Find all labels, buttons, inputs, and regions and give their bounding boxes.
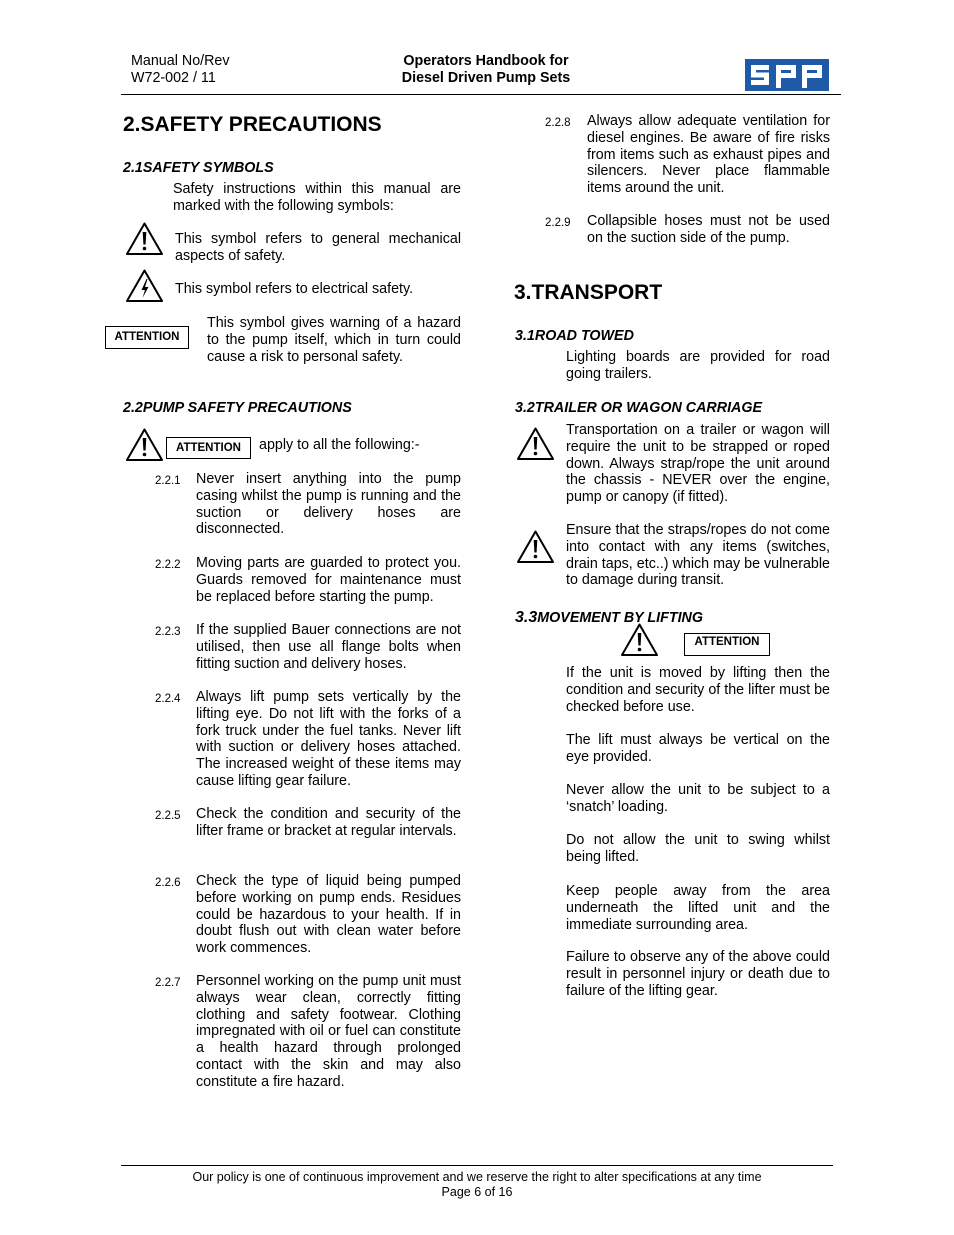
item-text: Collapsible hoses must not be used on the suction side of the pump. — [587, 213, 830, 246]
header-rule — [121, 94, 841, 95]
trailer-heading: 3.2TRAILER OR WAGON CARRIAGE — [515, 400, 763, 416]
lifting-text: Keep people away from the area underneath the lifted unit and the immediate surrounding area. — [566, 883, 830, 933]
item-text: Always lift pump sets vertically by the lifting eye. Do not lift with the forks of a fork truck under the fuel tanks. Never lift with suction or delivery hoses attached. The increased weight of these items may cause lifting gear failure. — [196, 689, 461, 789]
manual-label: Manual No/Rev — [131, 53, 230, 69]
electrical-warning-icon — [125, 268, 164, 303]
page-number: Page 6 of 16 — [441, 1185, 513, 1199]
footer-rule — [121, 1165, 833, 1166]
manual-info — [131, 53, 230, 87]
attention-badge: ATTENTION — [684, 633, 770, 656]
item-number: 2.2.9 — [545, 217, 571, 229]
item-text: Always allow adequate ventilation for diesel engines. Be aware of fire risks from items such as exhaust pipes and silencers. Never place flammable items around the unit. — [587, 113, 830, 197]
warning-triangle-icon — [125, 427, 164, 462]
electrical-symbol-text: This symbol refers to electrical safety. — [175, 281, 414, 297]
item-text: If the supplied Bauer connections are not utilised, then use all flange bolts when fitting suction and delivery hoses. — [196, 622, 461, 672]
item-number: 2.2.4 — [155, 693, 181, 705]
lifting-text: Failure to observe any of the above could result in personnel injury or death due to failure of the lifting gear. — [566, 949, 830, 999]
document-title-line2: Diesel Driven Pump Sets — [401, 70, 571, 86]
mechanical-symbol-text: This symbol refers to general mechanical aspects of safety. — [175, 231, 461, 264]
lifting-text: Never allow the unit to be subject to a ‘snatch’ loading. — [566, 782, 830, 815]
item-number: 2.2.3 — [155, 626, 181, 638]
attention-symbol-text: This symbol gives warning of a hazard to the pump itself, which in turn could cause a risk to personal safety. — [207, 315, 461, 365]
warning-triangle-icon — [516, 426, 555, 461]
item-number: 2.2.2 — [155, 559, 181, 571]
item-number: 2.2.5 — [155, 810, 181, 822]
item-number: 2.2.1 — [155, 475, 181, 487]
lifting-text: The lift must always be vertical on the eye provided. — [566, 732, 830, 765]
item-text: Never insert anything into the pump casing whilst the pump is running and the suction or delivery hoses are disconnected. — [196, 471, 461, 538]
trailer-text-2: Ensure that the straps/ropes do not come into contact with any items (switches, drain taps, etc..) which may be vulnerable to damage during transit. — [566, 522, 830, 589]
section-2-title: 2.SAFETY PRECAUTIONS — [123, 113, 382, 136]
spp-logo — [745, 59, 829, 91]
warning-triangle-icon — [125, 221, 164, 256]
lifting-text: If the unit is moved by lifting then the condition and security of the lifter must be checked before use. — [566, 665, 830, 715]
item-number: 2.2.6 — [155, 877, 181, 889]
trailer-text-1: Transportation on a trailer or wagon will require the unit to be strapped or roped down. Always strap/rope the unit around the chassis - NEVER over the engine, pump or canopy (if fitted). — [566, 422, 830, 506]
item-number: 2.2.8 — [545, 117, 571, 129]
safety-symbols-heading: 2.1SAFETY SYMBOLS — [123, 160, 274, 176]
item-text: Check the type of liquid being pumped before working on pump ends. Residues could be hazardous to your health. If in doubt flush out with clean water before work commences. — [196, 873, 461, 957]
lifting-heading — [515, 609, 703, 627]
warning-triangle-icon — [516, 529, 555, 564]
lifting-heading-number: 3.3 — [515, 609, 538, 626]
road-towed-heading: 3.1ROAD TOWED — [515, 328, 634, 344]
road-towed-text: Lighting boards are provided for road going trailers. — [566, 349, 830, 382]
safety-symbols-intro: Safety instructions within this manual are marked with the following symbols: — [173, 181, 461, 214]
item-text: Personnel working on the pump unit must always wear clean, correctly fitting clothing and safety footwear. Clothing impregnated with oil or fuel can constitute a health hazard through prolonged contact with the skin and may also constitute a fire hazard. — [196, 973, 461, 1090]
attention-badge: ATTENTION — [105, 326, 189, 349]
section-3-title: 3.TRANSPORT — [514, 281, 663, 304]
item-number: 2.2.7 — [155, 977, 181, 989]
manual-number: W72-002 / 11 — [131, 70, 216, 86]
item-text: Check the condition and security of the lifter frame or bracket at regular intervals. — [196, 806, 461, 839]
attention-badge: ATTENTION — [166, 437, 251, 459]
lifting-text: Do not allow the unit to swing whilst being lifted. — [566, 832, 830, 865]
document-title — [360, 53, 612, 87]
document-title-line1: Operators Handbook for — [403, 53, 569, 69]
apply-text: apply to all the following:- — [259, 437, 420, 453]
warning-triangle-icon — [620, 622, 659, 657]
item-text: Moving parts are guarded to protect you. Guards removed for maintenance must be replaced before starting the pump. — [196, 555, 461, 605]
pump-precautions-heading: 2.2PUMP SAFETY PRECAUTIONS — [123, 400, 352, 416]
footer-policy: Our policy is one of continuous improvement and we reserve the right to alter specifications at any time — [192, 1170, 762, 1184]
lifting-heading-text: MOVEMENT BY LIFTING — [537, 610, 703, 626]
